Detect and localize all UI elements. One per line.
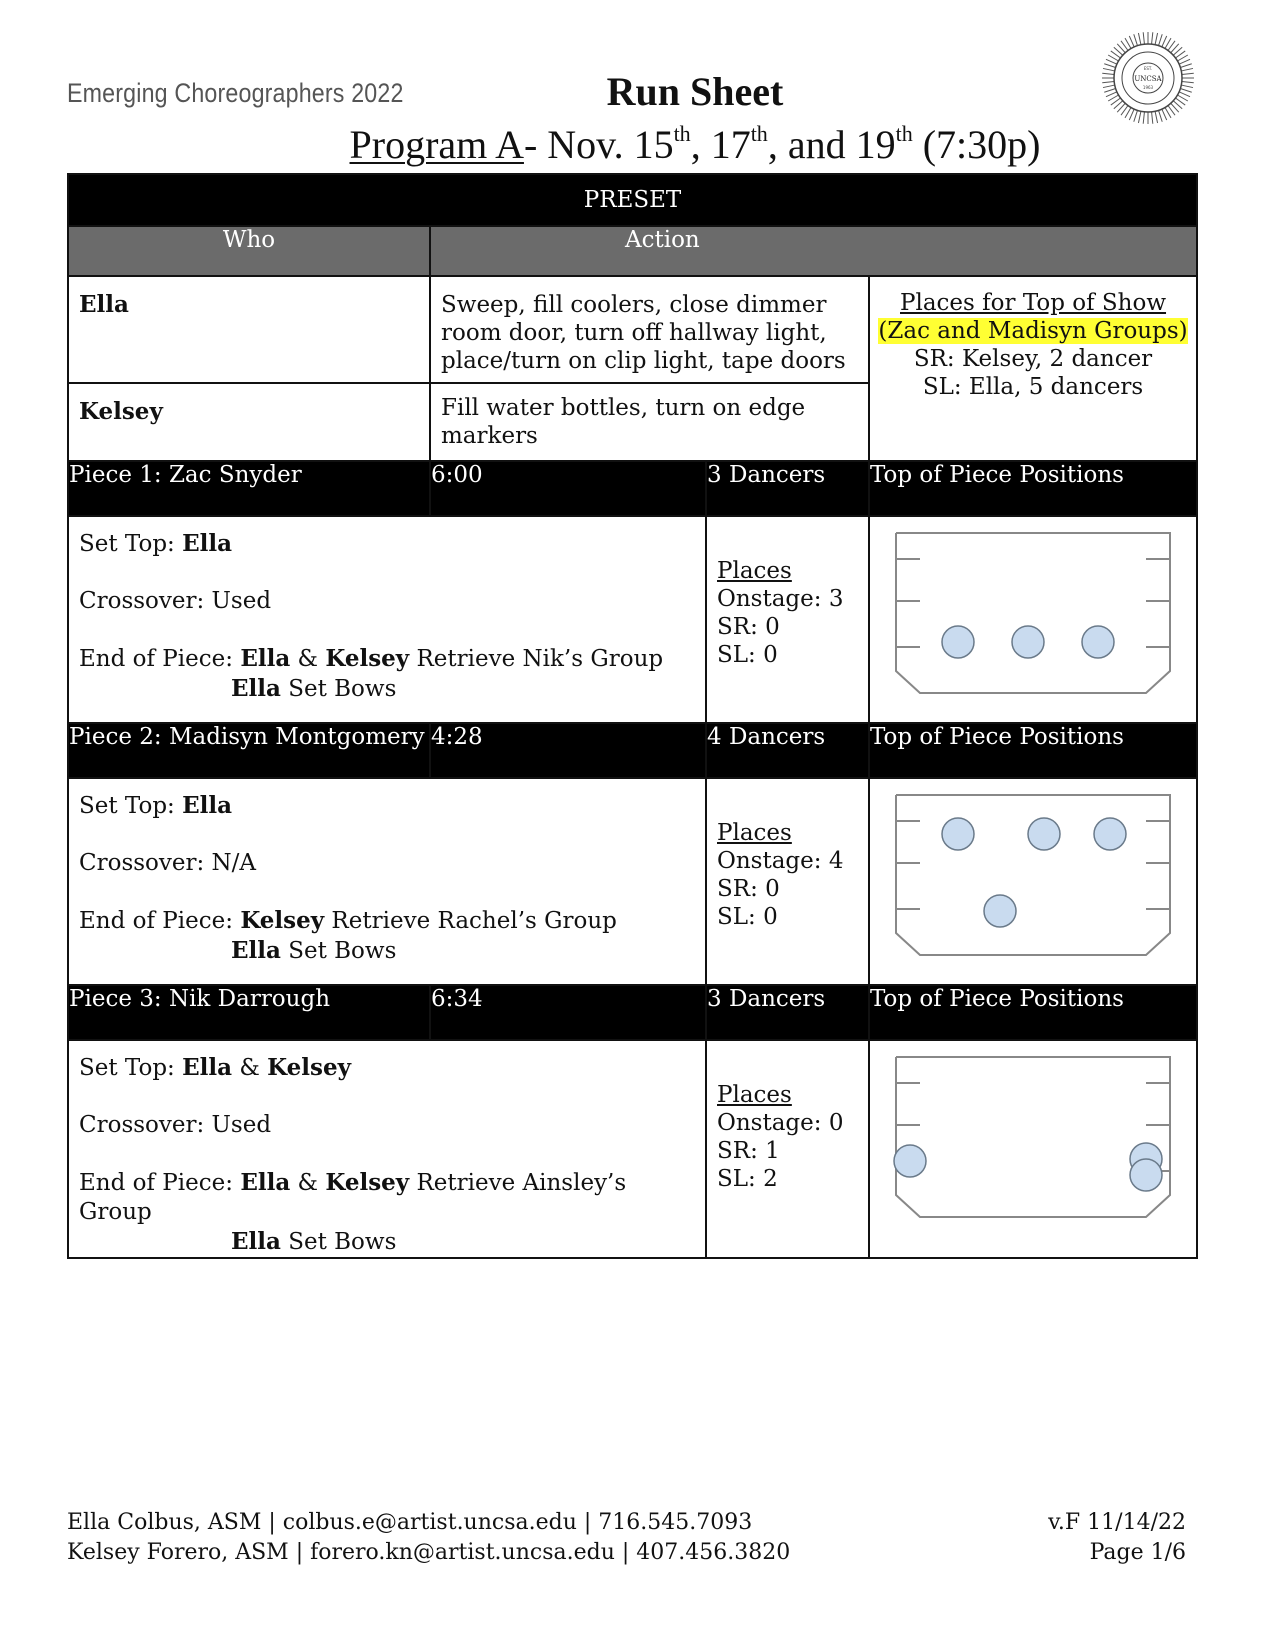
end-task: Retrieve Nik’s Group: [409, 646, 664, 672]
dancer-marker: [1028, 818, 1060, 850]
places-top-of-show-label: Places for Top of Show: [900, 290, 1167, 316]
stage-diagram-cell: [869, 778, 1197, 985]
places-label: Places: [717, 820, 792, 846]
stage-outline: [896, 533, 1170, 693]
stage-outline: [896, 1057, 1170, 1217]
festival-name: Emerging Choreographers 2022: [67, 78, 404, 108]
ampersand: &: [232, 1055, 268, 1081]
crossover-note: Crossover: Used: [79, 588, 272, 614]
preset-who-name: Kelsey: [79, 398, 163, 425]
end-name: Kelsey: [325, 645, 410, 672]
piece-duration: 4:28: [430, 723, 706, 778]
preset-row-who: [68, 276, 430, 383]
program-date-2: , 17: [690, 122, 751, 167]
preset-places-note: [869, 276, 1197, 461]
end-of-piece-label: End of Piece:: [79, 1170, 241, 1196]
set-top-label: Set Top:: [79, 793, 183, 819]
piece-notes: [68, 516, 706, 723]
dancer-marker: [894, 1145, 926, 1177]
positions-label: Top of Piece Positions: [869, 985, 1197, 1040]
program-date-3: , and 19: [767, 122, 896, 167]
page-title: Run Sheet: [606, 69, 784, 114]
preset-action-text: Sweep, fill coolers, close dimmer room door, turn off hallway light, place/turn on clip light, tape doors: [441, 292, 846, 374]
svg-text:UNCSA: UNCSA: [1134, 75, 1162, 83]
stage-right-count: SR: 1: [717, 1138, 780, 1164]
preset-who-name: Ella: [79, 291, 129, 318]
piece-header-row: [68, 461, 1197, 516]
svg-text:EST.: EST.: [1143, 66, 1153, 71]
run-sheet-table: [67, 173, 1198, 1259]
dancer-marker: [942, 818, 974, 850]
end-name: Ella: [240, 1169, 291, 1196]
ampersand: &: [290, 1170, 326, 1196]
stage-right-count: SR: 0: [717, 614, 780, 640]
set-top-name: Ella: [182, 1054, 233, 1081]
dancer-marker: [1094, 818, 1126, 850]
piece-notes: [68, 1040, 706, 1258]
wing-markers: [896, 1083, 1170, 1171]
highlighted-groups: (Zac and Madisyn Groups): [878, 318, 1188, 344]
set-top-name: Kelsey: [267, 1054, 351, 1081]
piece-header-row: [68, 723, 1197, 778]
set-top-name: Ella: [182, 792, 233, 819]
piece-dancer-count: 3 Dancers: [706, 461, 869, 516]
piece-header-row: [68, 985, 1197, 1040]
piece-duration: 6:00: [430, 461, 706, 516]
program-line: [0, 121, 1266, 168]
page-number: Page 1/6: [1089, 1540, 1186, 1565]
uncsa-seal-logo: [1100, 30, 1196, 126]
piece-detail-row: [68, 1040, 1197, 1258]
dancer-marker: [942, 626, 974, 658]
piece-dancer-count: 4 Dancers: [706, 723, 869, 778]
dancer-marker: [1130, 1159, 1162, 1191]
end-task: Retrieve Rachel’s Group: [324, 908, 617, 934]
onstage-count: Onstage: 3: [717, 586, 844, 612]
onstage-count: Onstage: 4: [717, 848, 844, 874]
stage-diagram: [888, 527, 1178, 697]
piece-title: Piece 3: Nik Darrough: [68, 985, 430, 1040]
piece-title: Piece 2: Madisyn Montgomery: [68, 723, 430, 778]
end-name: Kelsey: [240, 907, 325, 934]
end-task: Retrieve Ainsley’s Group: [79, 1170, 627, 1225]
bows-task: Set Bows: [280, 1229, 397, 1255]
piece-detail-row: [68, 516, 1197, 723]
places-sl: SL: Ella, 5 dancers: [922, 374, 1144, 400]
preset-row-action: [430, 276, 869, 383]
piece-title: Piece 1: Zac Snyder: [68, 461, 430, 516]
piece-duration: 6:34: [430, 985, 706, 1040]
onstage-count: Onstage: 0: [717, 1110, 844, 1136]
stage-diagram: [888, 1051, 1178, 1221]
end-of-piece-label: End of Piece:: [79, 646, 241, 672]
version-label: v.F 11/14/22: [1048, 1510, 1186, 1535]
preset-row-who: [68, 383, 430, 461]
bows-name: Ella: [231, 1228, 281, 1255]
crossover-note: Crossover: N/A: [79, 850, 257, 876]
program-date-1: - Nov. 15: [523, 122, 674, 167]
end-name: Kelsey: [325, 1169, 410, 1196]
ampersand: &: [290, 646, 326, 672]
positions-label: Top of Piece Positions: [869, 461, 1197, 516]
piece-places: [706, 778, 869, 985]
bows-task: Set Bows: [280, 676, 397, 702]
preset-row-action: [430, 383, 869, 461]
places-label: Places: [717, 558, 792, 584]
contact-ella: Ella Colbus, ASM | colbus.e@artist.uncsa.edu | 716.545.7093: [67, 1510, 753, 1535]
program-name: Program A: [349, 122, 524, 167]
dancer-marker: [1082, 626, 1114, 658]
set-top-name: Ella: [182, 530, 233, 557]
dancer-marker: [1012, 626, 1044, 658]
bows-name: Ella: [231, 937, 281, 964]
stage-left-count: SL: 0: [717, 642, 778, 668]
end-name: Ella: [240, 645, 291, 672]
bows-task: Set Bows: [280, 938, 397, 964]
dancer-marker: [984, 895, 1016, 927]
stage-left-count: SL: 2: [717, 1166, 778, 1192]
piece-places: [706, 516, 869, 723]
stage-diagram: [888, 789, 1178, 959]
who-column-header: Who: [68, 226, 430, 276]
stage-diagram-cell: [869, 516, 1197, 723]
positions-label: Top of Piece Positions: [869, 723, 1197, 778]
ordinal-suffix: th: [673, 121, 691, 146]
svg-text:1963: 1963: [1142, 85, 1154, 90]
footer-version: [1048, 1508, 1186, 1568]
contact-kelsey: Kelsey Forero, ASM | forero.kn@artist.uncsa.edu | 407.456.3820: [67, 1540, 791, 1565]
preset-action-text: Fill water bottles, turn on edge markers: [441, 395, 806, 449]
stage-right-count: SR: 0: [717, 876, 780, 902]
set-top-label: Set Top:: [79, 1055, 183, 1081]
places-sr: SR: Kelsey, 2 dancer: [913, 346, 1153, 372]
piece-notes: [68, 778, 706, 985]
program-time: (7:30p): [912, 122, 1041, 167]
crossover-note: Crossover: Used: [79, 1112, 272, 1138]
preset-header: PRESET: [68, 174, 1197, 226]
bows-name: Ella: [231, 675, 281, 702]
ordinal-suffix: th: [895, 121, 913, 146]
footer-contacts: [67, 1508, 790, 1568]
piece-places: [706, 1040, 869, 1258]
end-of-piece-label: End of Piece:: [79, 908, 241, 934]
stage-diagram-cell: [869, 1040, 1197, 1258]
piece-detail-row: [68, 778, 1197, 985]
stage-outline: [896, 795, 1170, 955]
piece-dancer-count: 3 Dancers: [706, 985, 869, 1040]
places-label: Places: [717, 1082, 792, 1108]
ordinal-suffix: th: [750, 121, 768, 146]
action-column-header: Action: [430, 226, 1197, 276]
stage-left-count: SL: 0: [717, 904, 778, 930]
set-top-label: Set Top:: [79, 531, 183, 557]
